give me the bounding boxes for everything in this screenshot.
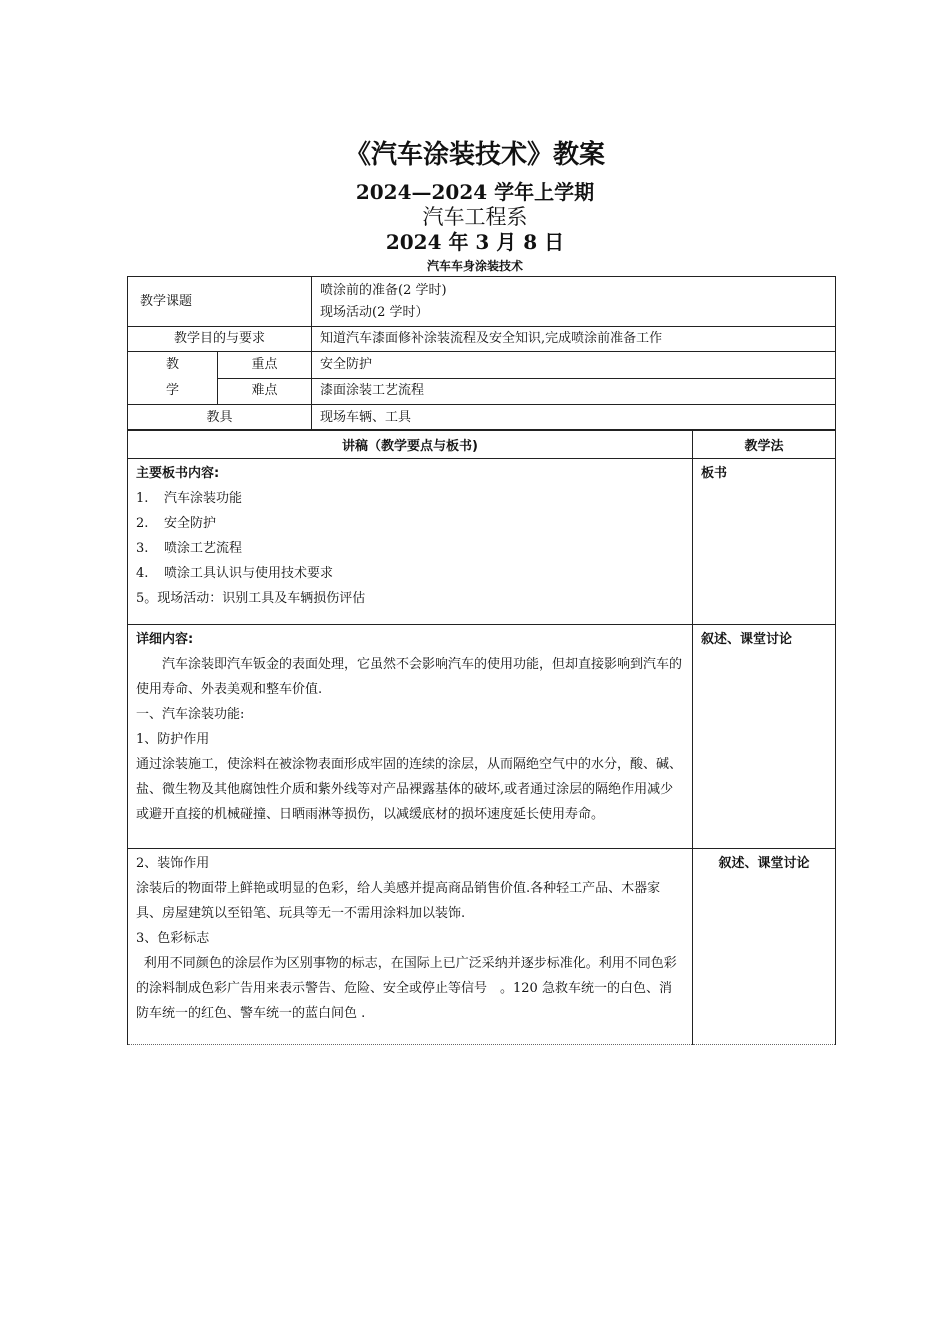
section-heading-functions: 一、汽车涂装功能: [136, 707, 245, 722]
goal-value: 知道汽车漆面修补涂装流程及安全知识,完成喷涂前准备工作 [312, 327, 836, 352]
info-table [127, 276, 836, 431]
board-heading: 主要板书内容: [136, 466, 220, 481]
course-name: 汽车车身涂装技术 [426, 259, 523, 273]
difficulty-value: 漆面涂装工艺流程 [312, 378, 836, 405]
goal-label: 教学目的与要求 [128, 327, 312, 352]
document-date: 2024 年 3 月 8 日 [385, 230, 565, 254]
board-item: 4. 喷涂工具认识与使用技术要求 [136, 566, 334, 581]
topic-line-1: 喷涂前的准备(2 学时) [320, 282, 447, 298]
topic-line-2: 现场活动(2 学时） [320, 304, 429, 320]
teaching-char-2: 学 [165, 383, 179, 398]
method-column-header: 教学法 [693, 430, 836, 459]
topic-label: 教学课题 [128, 277, 312, 327]
detail-method: 叙述、课堂讨论 [693, 625, 836, 849]
detail-intro: 汽车涂装即汽车钣金的表面处理，它虽然不会影响汽车的使用功能，但却直接影响到汽车的使用寿命、外表美观和整车价值. [136, 657, 683, 697]
tools-label: 教具 [128, 405, 312, 431]
detail2-content-cell [128, 849, 693, 1045]
protection-text: 通过涂装施工，使涂料在被涂物表面形成牢固的连续的涂层，从而隔绝空气中的水分，酸、碱、盐、微生物及其他腐蚀性介质和紫外线等对产品裸露基体的破坏,或者通过涂层的隔绝作用减少或避开直接的机械碰撞、日晒雨淋等损伤，以减缓底材的损坏速度延长使用寿命。 [136, 757, 683, 822]
topic-value [312, 277, 836, 327]
academic-term: 2024—2024 学年上学期 [355, 180, 595, 204]
teaching-label [128, 352, 218, 405]
detail-heading: 详细内容: [136, 632, 194, 647]
teaching-char-1: 教 [165, 357, 179, 372]
detail-content-cell [128, 625, 693, 849]
subheading-decoration: 2、装饰作用 [136, 856, 210, 871]
key-point-value: 安全防护 [312, 352, 836, 379]
document-title: 《汽车涂装技术》教案 [344, 140, 605, 170]
key-point-label: 重点 [218, 352, 312, 379]
difficulty-label: 难点 [218, 378, 312, 405]
board-item: 1. 汽车涂装功能 [136, 491, 243, 506]
board-item: 3. 喷涂工艺流程 [136, 541, 243, 556]
color-sign-text: 利用不同颜色的涂层作为区别事物的标志，在国际上已广泛采纳并逐步标准化。利用不同色彩的涂料制成色彩广告用来表示警告、危险、安全或停止等信号 。120 急救车统一的白色、消防车统一的红色、警车统一的蓝白间色 . [136, 956, 677, 1021]
subheading-protection: 1、防护作用 [136, 732, 210, 747]
board-content-cell [128, 459, 693, 625]
department-name: 汽车工程系 [422, 205, 528, 229]
board-item-5: 5。现场活动：识别工具及车辆损伤评估 [136, 591, 366, 606]
lecture-table [127, 429, 836, 1045]
lecture-column-header: 讲稿（教学要点与板书) [128, 430, 693, 459]
tools-value: 现场车辆、工具 [312, 405, 836, 431]
board-method: 板书 [693, 459, 836, 625]
detail2-method: 叙述、课堂讨论 [693, 849, 836, 1045]
board-item: 2. 安全防护 [136, 516, 217, 531]
decoration-text: 涂装后的物面带上鲜艳或明显的色彩，给人美感并提高商品销售价值.各种轻工产品、木器家具、房屋建筑以至铅笔、玩具等无一不需用涂料加以装饰. [136, 881, 661, 921]
subheading-color-sign: 3、色彩标志 [136, 931, 210, 946]
